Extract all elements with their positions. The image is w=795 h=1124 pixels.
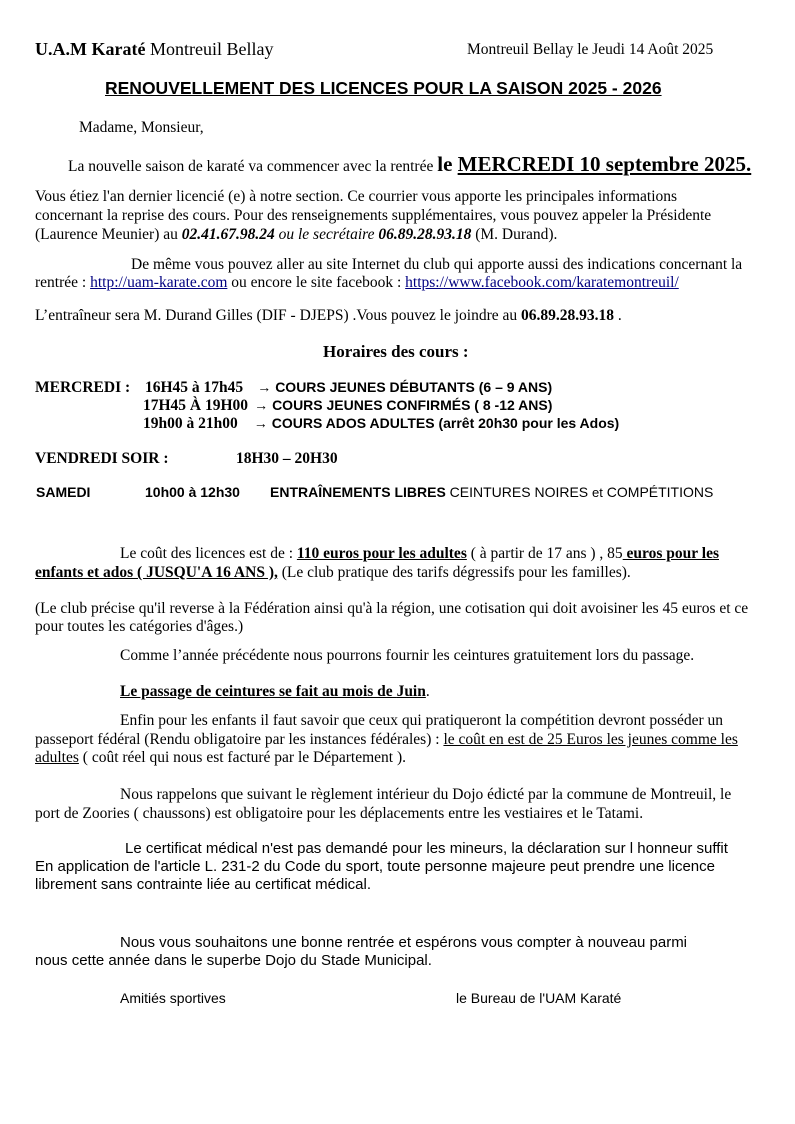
- schedule-heading: Horaires des cours :: [323, 342, 469, 361]
- cost-kids-a: euros pour les: [622, 545, 719, 562]
- schedule-time: 19h00 à 21h00: [143, 415, 238, 432]
- arrow-right-icon: →: [253, 415, 268, 431]
- passport-adults: adultes: [35, 749, 79, 766]
- dojo-line1: Nous rappelons que suivant le règlement intérieur du Dojo édicté par la commune de Montreuil, le: [120, 786, 732, 803]
- letter-title: RENOUVELLEMENT DES LICENCES POUR LA SAISON 2025 - 2026: [105, 78, 662, 98]
- medical-line2: En application de l'article L. 231-2 du Code du sport, toute personne majeure peut prendre une licence: [35, 858, 715, 875]
- schedule-course: COURS JEUNES DÉBUTANTS (6 – 9 ANS): [275, 379, 553, 395]
- passport-line2: [35, 730, 738, 749]
- samedi-training: ENTRAÎNEMENTS LIBRES: [270, 484, 446, 500]
- schedule-row: [143, 415, 619, 433]
- cost-adults: 110 euros pour les adultes: [296, 545, 467, 562]
- signoff-right: le Bureau de l'UAM Karaté: [456, 990, 622, 1006]
- trainer-text: L’entraîneur sera M. Durand Gilles (DIF - DJEPS) .Vous pouvez le joindre au: [35, 307, 522, 324]
- cost-kids-b: enfants et ados ( JUSQU'A 16 ANS ),: [35, 564, 278, 581]
- samedi-details: [270, 484, 713, 502]
- schedule-course: COURS ADOS ADULTES (arrêt 20h30 pour les Ados): [271, 415, 620, 431]
- greeting: Madame, Monsieur,: [79, 119, 204, 136]
- intro-le: le: [437, 152, 458, 176]
- para1-text-b: ou le secrétaire: [274, 226, 379, 243]
- para1-line2: concernant la reprise des cours. Pour des renseignements supplémentaires, vous pouvez appeler la Présidente: [35, 207, 712, 224]
- facebook-link[interactable]: https://www.facebook.com/karatemontreuil/: [405, 274, 679, 291]
- passport-cost: le coût en est de 25 Euros les jeunes comme les: [443, 731, 738, 748]
- cost-family: (Le club pratique des tarifs dégressifs pour les familles).: [277, 564, 631, 581]
- belts-line: Comme l’année précédente nous pourrons fournir les ceintures gratuitement lors du passage.: [120, 647, 695, 664]
- passage-end: .: [425, 683, 430, 700]
- club-name-bold: U.A.M Karaté: [35, 39, 146, 59]
- schedule-time: 17H45 À 19H00: [143, 397, 249, 414]
- intro-line: [68, 152, 752, 176]
- medical-line3: librement sans contrainte liée au certificat médical.: [35, 876, 371, 893]
- samedi-belts: CEINTURES NOIRES: [445, 484, 593, 500]
- samedi-time: 10h00 à 12h30: [145, 484, 240, 500]
- passage-text: Le passage de ceintures se fait au mois de: [120, 683, 397, 700]
- passport-line1: Enfin pour les enfants il faut savoir que ceux qui pratiqueront la compétition devront posséder un: [120, 712, 724, 729]
- passage-month: Juin: [396, 683, 426, 700]
- schedule-row: [143, 397, 552, 415]
- para2-text-b: ou encore le site facebook :: [227, 274, 406, 291]
- dojo-line2: port de Zoories ( chaussons) est obligatoire pour les déplacements entre les vestiaires et le Tatami.: [35, 805, 644, 822]
- club-name-rest: Montreuil Bellay: [145, 39, 274, 59]
- closing-line1: Nous vous souhaitons une bonne rentrée et espérons vous compter à nouveau parmi: [120, 934, 688, 951]
- samedi-label: SAMEDI: [36, 484, 91, 500]
- closing-line2: nous cette année dans le superbe Dojo du Stade Municipal.: [35, 952, 432, 969]
- letter-date: Montreuil Bellay le Jeudi 14 Août 2025: [467, 41, 714, 58]
- vendredi-label: VENDREDI SOIR :: [35, 450, 169, 467]
- para1-line1: Vous étiez l'an dernier licencié (e) à notre section. Ce courrier vous apporte les principales informations: [35, 188, 678, 205]
- samedi-et: et: [592, 485, 603, 500]
- president-phone: 02.41.67.98.24: [181, 226, 275, 243]
- passport-line3: [35, 748, 406, 767]
- para1-text-c: (M. Durand).: [471, 226, 558, 243]
- arrow-right-icon: →: [254, 397, 269, 413]
- trainer-end: .: [614, 307, 622, 324]
- para2-text-a: rentrée :: [35, 274, 91, 291]
- para1-line3: [35, 225, 557, 244]
- intro-text: La nouvelle saison de karaté va commencer avec la rentrée: [68, 158, 438, 175]
- para1-text-a: (Laurence Meunier) au: [35, 226, 182, 243]
- secretary-phone: 06.89.28.93.18: [378, 226, 472, 243]
- cost-text-a: Le coût des licences est de :: [120, 545, 297, 562]
- vendredi-time: 18H30 – 20H30: [236, 450, 338, 467]
- passport-text: passeport fédéral (Rendu obligatoire par les instances fédérales) :: [35, 731, 444, 748]
- schedule-row: [145, 379, 552, 397]
- signoff-left: Amitiés sportives: [120, 990, 226, 1006]
- club-website-link[interactable]: http://uam-karate.com: [90, 274, 228, 291]
- medical-line1: Le certificat médical n'est pas demandé pour les mineurs, la déclaration sur l honneur suffit: [125, 840, 728, 857]
- cost-line2: [35, 563, 631, 582]
- cost-line1: [120, 544, 719, 563]
- schedule-time: 16H45 à 17h45: [145, 379, 244, 396]
- passport-note: ( coût réel qui nous est facturé par le Département ).: [78, 749, 406, 766]
- para2-line1: De même vous pouvez aller au site Internet du club qui apporte aussi des indications concernant la: [131, 256, 743, 273]
- federation-line2: pour toutes les catégories d'âges.): [35, 618, 244, 635]
- trainer-line: [35, 306, 622, 325]
- trainer-phone: 06.89.28.93.18: [521, 307, 615, 324]
- schedule-course: COURS JEUNES CONFIRMÉS ( 8 -12 ANS): [272, 397, 553, 413]
- intro-date: MERCREDI 10 septembre 2025.: [457, 152, 752, 176]
- passage-line: [120, 682, 430, 701]
- samedi-competitions: COMPÉTITIONS: [602, 484, 714, 500]
- club-name: [35, 39, 273, 60]
- mercredi-label: MERCREDI :: [35, 379, 131, 396]
- federation-line1: (Le club précise qu'il reverse à la Fédération ainsi qu'à la région, une cotisation qui doit avoisiner les 45 euros et ce: [35, 600, 749, 617]
- cost-text-b: ( à partir de 17 ans ) , 85: [466, 545, 623, 562]
- arrow-right-icon: →: [257, 379, 272, 395]
- para2-line2: [35, 273, 679, 292]
